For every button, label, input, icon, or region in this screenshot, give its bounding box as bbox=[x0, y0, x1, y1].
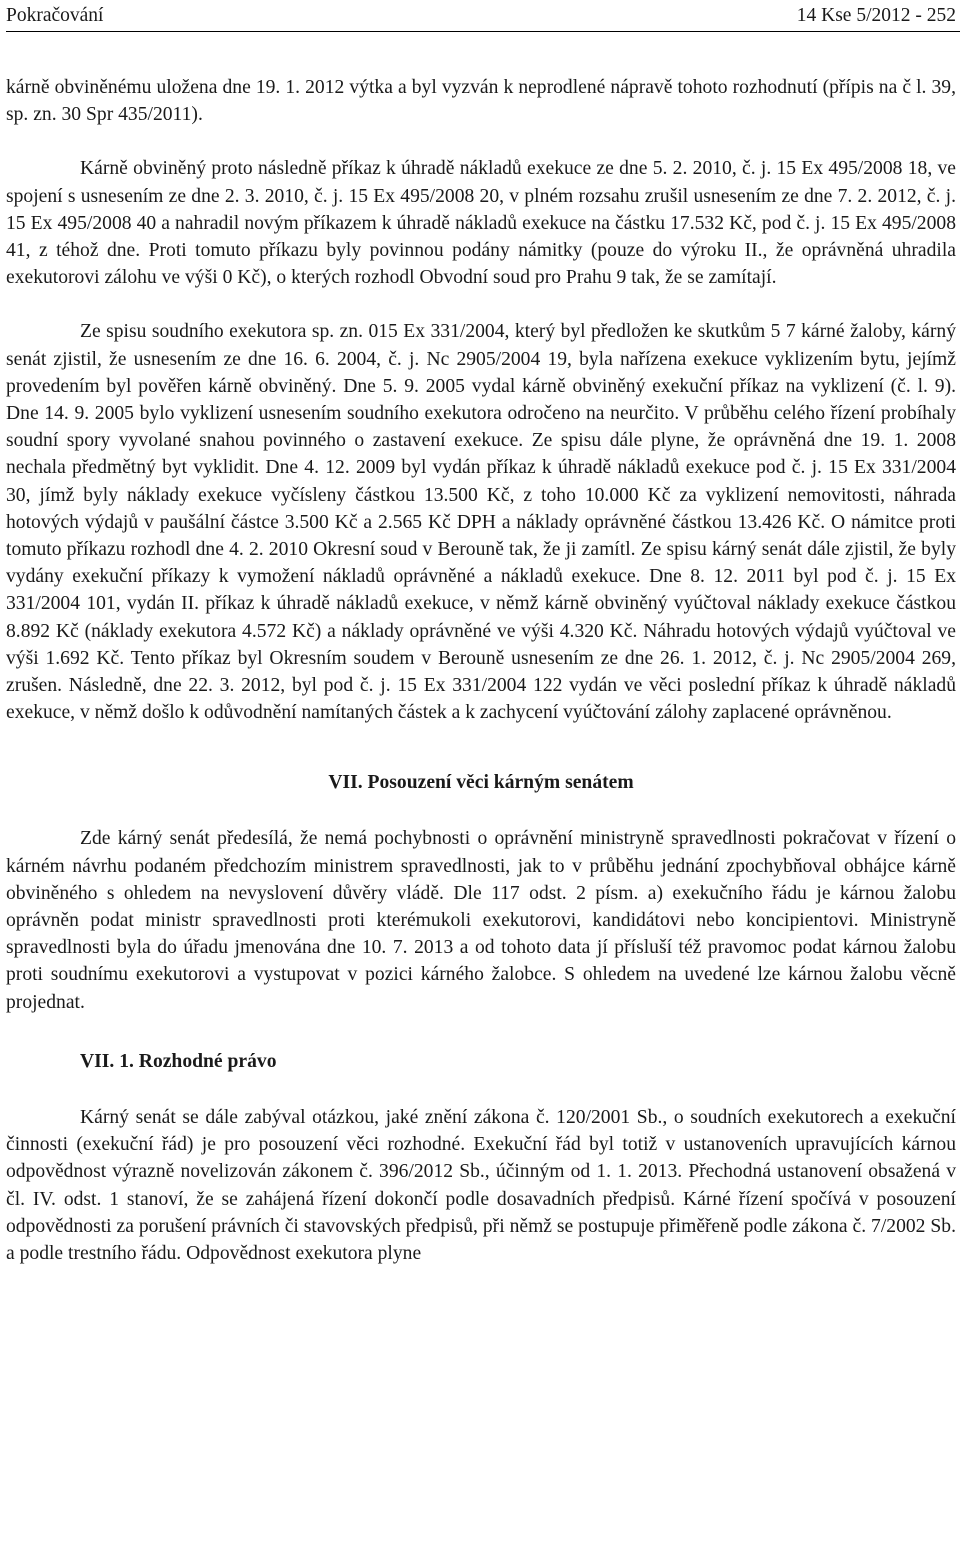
subsection-heading: VII. 1. Rozhodné právo bbox=[80, 1050, 277, 1072]
document-page bbox=[6, 0, 956, 1267]
paragraph-payment-order: Kárně obviněný proto následně příkaz k úhradě nákladů exekuce ze dne 5. 2. 2010, č. j. 15 Ex 495/2008 18, ve spojení s usnesením ze dne 2. 3. 2010, č. j. 15 Ex 495/2008 20, v plném rozsahu zrušil usnesením ze dne 7. 2. 2012, č. j. 15 Ex 495/2008 40 a nahradil novým příkazem k úhradě nákladů exekuce na částku 17.532 Kč, pod č. j. 15 Ex 495/2008 41, z téhož dne. Proti tomuto příkazu byly povinnou podány námitky (pouze do výroku II., že oprávněná uhradila exekutorovi zálohu ve výši 0 Kč), o kterých rozhodl Obvodní soud pro Prahu 9 tak, že se zamítají. bbox=[6, 158, 956, 289]
paragraph-minister-authority: Zde kárný senát předesílá, že nemá pochybnosti o oprávnění ministryně spravedlnosti pokračovat v řízení o kárném návrhu podaném předchozím ministrem spravedlnosti, jak to v průběhu jednání zpochybňoval obhájce kárně obviněného s ohledem na nevyslovení důvěry vládě. Dle 117 odst. 2 písm. a) exekučního řádu je kárnou žalobu oprávněn podat ministr spravedlnosti proti kterémukoli exekutorovi, kandidátovi nebo koncipientovi. Ministryně spravedlnosti byla do úřadu jmenována dne 10. 7. 2013 a od tohoto data jí přísluší též pravomoc podat kárnou žalobu proti soudnímu exekutorovi a vystupovat v pozici kárného žalobce. S ohledem na uvedené lze kárnou žalobu věcně projednat. bbox=[6, 828, 956, 1013]
header-divider bbox=[6, 31, 960, 32]
paragraph-applicable-law: Kárný senát se dále zabýval otázkou, jaké znění zákona č. 120/2001 Sb., o soudních exekutorech a exekuční činnosti (exekuční řád) je pro posouzení věci rozhodné. Exekuční řád byl totiž v ustanoveních upravujících kárnou odpovědnost výrazně novelizován zákonem č. 396/2012 Sb., účinným od 1. 1. 2013. Přechodná ustanovení obsažená v čl. IV. odst. 1 stanoví, že se zahájená řízení dokončí podle dosavadních předpisů. Kárné řízení spočívá v posouzení odpovědnosti za porušení právních či stavovských předpisů, při němž se postupuje přiměřeně podle zákona č. 7/2002 Sb. a podle trestního řádu. Odpovědnost exekutora plyne bbox=[6, 1106, 956, 1264]
paragraph-continuation: kárně obviněnému uložena dne 19. 1. 2012 výtka a byl vyzván k neprodlené nápravě tohoto rozhodnutí (přípis na č l. 39, sp. zn. 30 Spr 435/2011). bbox=[6, 77, 956, 126]
section-heading: VII. Posouzení věci kárným senátem bbox=[328, 772, 634, 794]
header-continuation-label: Pokračování bbox=[6, 5, 104, 26]
paragraph-file-findings: Ze spisu soudního exekutora sp. zn. 015 Ex 331/2004, který byl předložen ke skutkům 5 7 kárné žaloby, kárný senát zjistil, že usnesením ze dne 16. 6. 2004, č. j. Nc 2905/2004 19, byla nařízena exekuce vyklizením bytu, jejímž provedením byl pověřen kárně obviněný. Dne 5. 9. 2005 vydal kárně obviněný exekuční příkaz na vyklizení (č. l. 9). Dne 14. 9. 2005 bylo vyklizení usnesením soudního exekutora odročeno na neurčito. V průběhu celého řízení probíhaly soudní spory vyvolané snahou povinného o zastavení exekuce. Ze spisu dále plyne, že oprávněná dne 19. 1. 2008 nechala předmětný byt vyklidit. Dne 4. 12. 2009 byl vydán příkaz k úhradě nákladů exekuce pod č. j. 15 Ex 331/2004 30, jímž byly náklady exekuce vyčísleny částkou 13.500 Kč, z toho 10.000 Kč za vyklizení nemovitosti, náhrada hotových výdajů v paušální částce 3.500 Kč a 2.565 Kč DPH a náklady oprávněné částkou 13.426 Kč. O námitce proti tomuto příkazu rozhodl dne 4. 2. 2010 Okresní soud v Berouně tak, že ji zamítl. Ze spisu kárný senát dále zjistil, že byly vydány exekuční příkazy k vymožení nákladů oprávněné a nákladů exekuce. Dne 8. 12. 2011 byl pod č. j. 15 Ex 331/2004 101, vydán II. příkaz k úhradě nákladů exekuce, v němž kárně obviněný vyúčtoval náklady exekuce částkou 8.892 Kč (náklady exekutora 4.572 Kč) a náklady oprávněné ve výši 4.320 Kč. Náhradu hotových výdajů vyúčtoval ve výši 1.692 Kč. Tento příkaz byl Okresním soudem v Berouně usnesením ze dne 26. 1. 2012, č. j. Nc 2905/2004 269, zrušen. Následně, dne 22. 3. 2012, byl pod č. j. 15 Ex 331/2004 122 vydán ve věci poslední příkaz k úhradě nákladů exekuce, v němž došlo k odůvodnění namítaných částek a k zachycení vyúčtování zálohy zaplacené oprávněnou. bbox=[6, 321, 956, 724]
header-case-number: 14 Kse 5/2012 - 252 bbox=[796, 5, 956, 26]
page-header bbox=[6, 0, 956, 32]
